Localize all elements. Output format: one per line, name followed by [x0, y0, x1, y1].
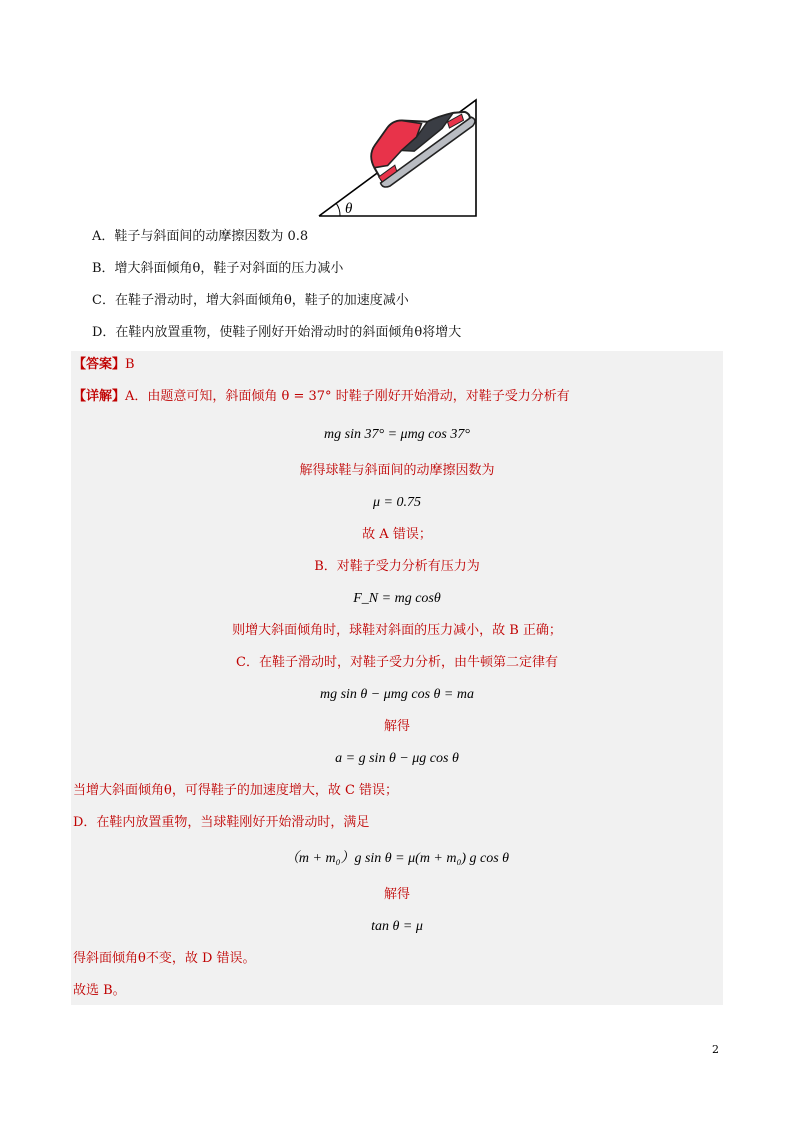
detail-intro: A．由题意可知，斜面倾角 θ = 37° 时鞋子刚好开始滑动，对鞋子受力分析有 [125, 389, 570, 404]
detail-text-8: D．在鞋内放置重物，当球鞋刚好开始滑动时，满足 [73, 815, 370, 830]
equation-1: mg sin 37° = μmg cos 37° [324, 427, 470, 442]
detail-label: 【详解】 [73, 389, 126, 404]
detail-text-1: 解得球鞋与斜面间的动摩擦因数为 [299, 463, 495, 478]
detail-text-11: 故选 B。 [73, 983, 126, 998]
option-d: D．在鞋内放置重物，使鞋子刚好开始滑动时的斜面倾角θ将增大 [92, 325, 462, 340]
angle-label: θ [345, 201, 353, 217]
angle-arc [336, 203, 340, 216]
detail-text-6: 解得 [383, 719, 410, 734]
detail-text-5: C．在鞋子滑动时，对鞋子受力分析，由牛顿第二定律有 [236, 655, 558, 670]
page-number: 2 [712, 1043, 719, 1056]
detail-text-10: 得斜面倾角θ不变，故 D 错误。 [73, 951, 256, 966]
detail-intro-line [73, 388, 570, 406]
answer-label: 【答案】 [73, 357, 126, 372]
equation-4: mg sin θ − μmg cos θ = ma [319, 687, 474, 702]
equation-3: F_N = mg cosθ [353, 591, 441, 606]
answer-line [73, 356, 135, 374]
option-a: A．鞋子与斜面间的动摩擦因数为 0.8 [92, 229, 309, 244]
incline-shoe-figure [316, 96, 480, 220]
equation-5: a = g sin θ − μg cos θ [335, 751, 459, 766]
option-c: C．在鞋子滑动时，增大斜面倾角θ，鞋子的加速度减小 [92, 293, 409, 308]
equation-6: （m + m₀）g sin θ = μ(m + m₀) g cos θ [284, 851, 510, 866]
detail-text-3: B．对鞋子受力分析有压力为 [314, 559, 480, 574]
detail-text-7: 当增大斜面倾角θ，可得鞋子的加速度增大，故 C 错误； [73, 783, 399, 798]
answer-value: B [125, 357, 135, 372]
detail-text-4: 则增大斜面倾角时，球鞋对斜面的压力减小，故 B 正确； [232, 623, 562, 638]
detail-text-2: 故 A 错误； [362, 527, 432, 542]
detail-text-9: 解得 [383, 887, 410, 902]
equation-2: μ = 0.75 [373, 495, 421, 510]
option-b: B．增大斜面倾角θ，鞋子对斜面的压力减小 [92, 261, 344, 276]
equation-7: tan θ = μ [371, 919, 423, 934]
answer-section [71, 351, 723, 1005]
